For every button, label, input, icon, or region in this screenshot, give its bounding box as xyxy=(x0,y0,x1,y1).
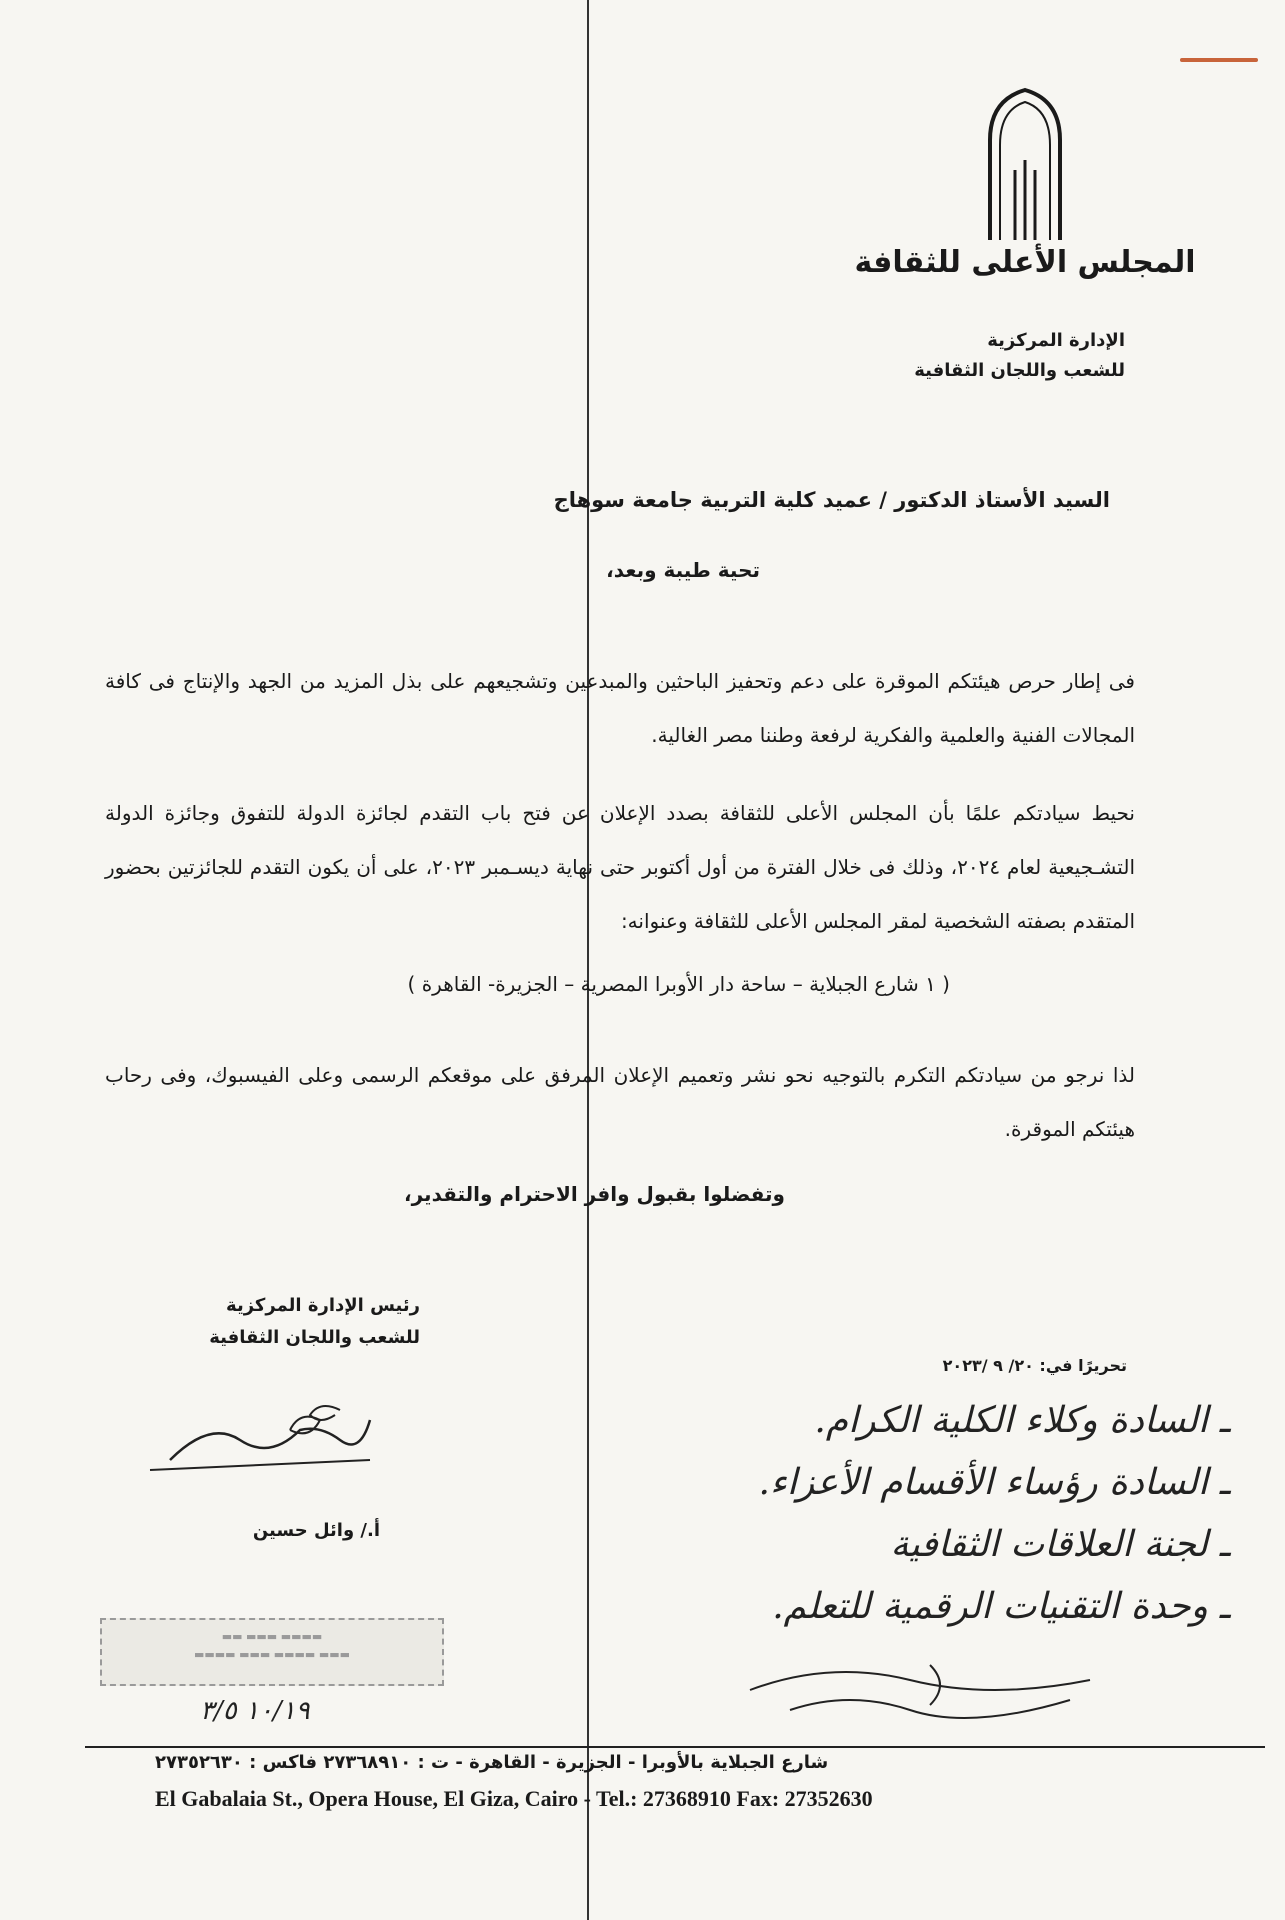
footer-rule xyxy=(85,1746,1265,1748)
signer-title xyxy=(160,1290,420,1354)
handwritten-note: ـ السادة وكلاء الكلية الكرام. xyxy=(814,1400,1230,1441)
stamp-lettering: ▬▬ ▬▬▬ ▬▬▬▬ ▬▬▬▬ ▬▬▬ ▬▬▬▬ ▬▬▬ xyxy=(194,1630,350,1661)
greeting: تحية طيبة وبعد، xyxy=(606,558,760,582)
paragraph-3: لذا نرجو من سيادتكم التكرم بالتوجيه نحو نشر وتعميم الإعلان المرفق على موقعكم الرسمى وعلى الفيسبوك، وفى رحاب هيئتكم الموقرة. xyxy=(105,1063,1135,1141)
closing-line: وتفضلوا بقبول وافر الاحترام والتقدير، xyxy=(404,1182,785,1206)
handwritten-signoff xyxy=(730,1650,1110,1730)
date-line: تحريرًا في: ٢٠/ ٩ /٢٠٢٣ xyxy=(942,1356,1127,1375)
fold-line xyxy=(587,0,589,1920)
handwritten-notes xyxy=(610,1400,1230,1740)
footer-english-address: El Gabalaia St., Opera House, El Giza, Cairo - Tel.: 27368910 Fax: 27352630 xyxy=(155,1786,873,1811)
council-address: ( ١ شارع الجبلاية – ساحة دار الأوبرا المصرية – الجزيرة- القاهرة ) xyxy=(407,972,950,996)
logo-text: المجلس الأعلى للثقافة xyxy=(854,245,1196,280)
paragraph-1: فى إطار حرص هيئتكم الموقرة على دعم وتحفيز الباحثين والمبدعين وتشجيعهم على بذل المزيد من الجهد والإنتاج فى كافة المجالات الفنية والعلمية والفكرية لرفعة وطننا مصر الغالية. xyxy=(105,669,1135,747)
handwritten-note: ـ وحدة التقنيات الرقمية للتعلم. xyxy=(772,1586,1230,1627)
paragraph-2: نحيط سيادتكم علمًا بأن المجلس الأعلى للثقافة بصدد الإعلان عن فتح باب التقدم لجائزة الدولة للتفوق وجائزة الدولة التشـجيعية لعام ٢٠٢٤، وذلك فى خلال الفترة من أول أكتوبر حتى نهاية ديسـمبر ٢٠٢٣، على أن يكون التقدم للجائزتين بحضور المتقدم بصفته الشخصية لمقر المجلس الأعلى للثقافة وعنوانه: xyxy=(105,801,1135,933)
handwritten-note: ـ السادة رؤساء الأقسام الأعزاء. xyxy=(758,1462,1230,1503)
footer-arabic-address: شارع الجبلاية بالأوبرا - الجزيرة - القاهرة - ت : ٢٧٣٦٨٩١٠ فاكس : ٢٧٣٥٢٦٣٠ xyxy=(155,1752,829,1773)
signer-name: أ./ وائل حسين xyxy=(252,1520,380,1541)
stamp-handwritten-note: ١٠/١٩ ٣/٥ xyxy=(200,1696,310,1726)
signer-title-line-1: رئيس الإدارة المركزية xyxy=(226,1295,420,1316)
department-line-2: للشعب واللجان الثقافية xyxy=(914,360,1125,381)
corner-mark xyxy=(1180,58,1258,62)
department-header xyxy=(825,326,1125,386)
handwritten-note: ـ لجنة العلاقات الثقافية xyxy=(890,1524,1230,1565)
received-stamp xyxy=(100,1618,444,1686)
department-line-1: الإدارة المركزية xyxy=(987,330,1125,351)
signature xyxy=(140,1390,400,1480)
council-logo xyxy=(854,80,1196,290)
recipient-line: السيد الأستاذ الدكتور / عميد كلية التربية جامعة سوهاج xyxy=(553,488,1110,512)
signer-title-line-2: للشعب واللجان الثقافية xyxy=(209,1327,420,1348)
